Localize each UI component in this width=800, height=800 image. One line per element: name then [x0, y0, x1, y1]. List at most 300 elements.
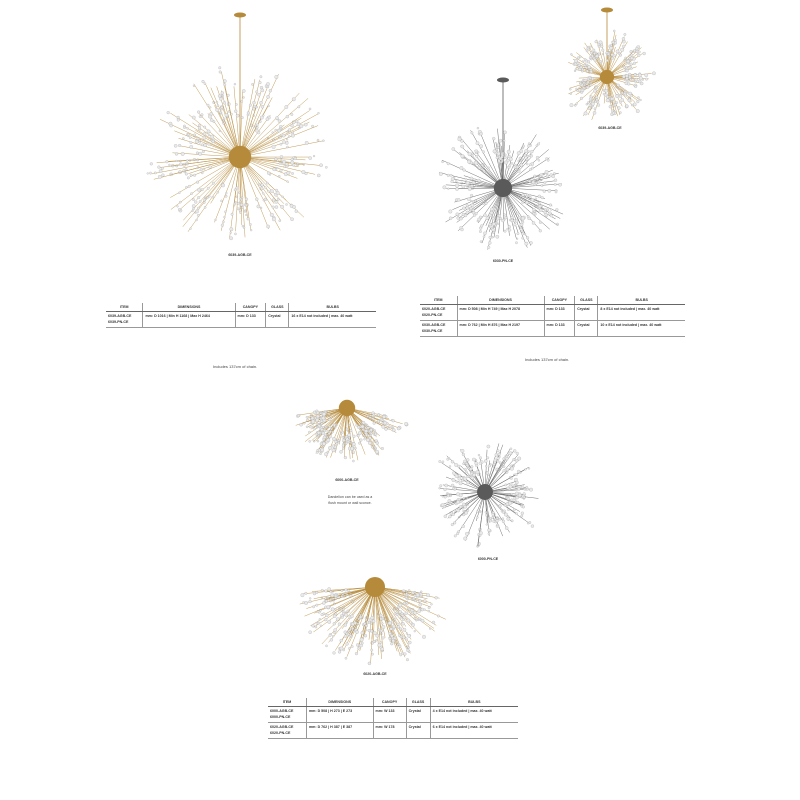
- crystal-bead: [212, 140, 215, 143]
- crystal-bead: [317, 440, 319, 442]
- crystal-bead: [492, 217, 495, 220]
- crystal-bead: [497, 517, 499, 519]
- crystal-bead: [517, 457, 520, 460]
- crystal-bead: [510, 467, 514, 471]
- crystal-bead: [400, 636, 402, 638]
- crystal-bead: [257, 93, 260, 96]
- crystal-bead: [225, 192, 227, 194]
- crystal-bead: [582, 61, 584, 63]
- crystal-bead: [460, 166, 463, 169]
- crystal-bead: [580, 97, 583, 100]
- crystal-bead: [451, 460, 454, 463]
- crystal-bead: [586, 50, 588, 52]
- crystal-bead: [447, 188, 449, 190]
- crystal-bead: [530, 150, 533, 153]
- crystal-bead: [580, 91, 582, 93]
- crystal-bead: [527, 215, 529, 217]
- chain-note: Includes 137cm of chain.: [213, 364, 258, 369]
- crystal-bead: [513, 449, 516, 452]
- crystal-bead: [330, 638, 333, 641]
- crystal-bead: [464, 468, 467, 471]
- crystal-bead: [485, 465, 487, 467]
- crystal-bead: [636, 109, 639, 112]
- crystal-bead: [330, 591, 332, 593]
- crystal-bead: [370, 630, 373, 633]
- crystal-bead: [178, 144, 181, 147]
- crystal-bead: [457, 217, 460, 220]
- crystal-bead: [463, 537, 467, 541]
- crystal-bead: [463, 477, 466, 480]
- crystal-bead: [374, 448, 376, 450]
- crystal-bead: [480, 132, 483, 135]
- crystal-bead: [341, 590, 343, 592]
- header-dimensions: DIMENSIONS: [457, 296, 544, 305]
- header-item: ITEM: [268, 698, 306, 707]
- crystal-bead: [456, 500, 459, 503]
- crystal-bead: [285, 141, 288, 144]
- crystal-bead: [341, 616, 344, 619]
- crystal-bead: [624, 33, 626, 35]
- crystal-bead: [340, 450, 343, 453]
- crystal-bead: [405, 612, 408, 615]
- crystal-bead: [403, 628, 406, 631]
- crystal-bead: [194, 201, 197, 204]
- crystal-bead: [219, 130, 221, 132]
- crystal-bead: [229, 237, 232, 240]
- crystal-bead: [195, 140, 199, 144]
- crystal-bead: [517, 151, 520, 154]
- crystal-bead: [464, 511, 467, 514]
- crystal-bead: [526, 486, 528, 488]
- crystal-bead: [374, 433, 377, 436]
- crystal-bead: [204, 83, 206, 85]
- crystal-bead: [606, 98, 610, 102]
- crystal-bead: [482, 151, 485, 154]
- crystal-bead: [170, 124, 173, 127]
- crystal-bead: [593, 111, 596, 114]
- crystal-bead: [503, 469, 506, 472]
- crystal-bead: [507, 517, 510, 520]
- table-row: [268, 707, 518, 723]
- crystal-bead: [587, 101, 589, 103]
- header-canopy: CANOPY: [373, 698, 406, 707]
- crystal-bead: [487, 167, 489, 169]
- crystal-bead: [316, 434, 318, 436]
- crystal-bead: [416, 593, 419, 596]
- crystal-bead: [239, 211, 241, 213]
- crystal-bead: [640, 82, 643, 85]
- crystal-bead: [500, 161, 502, 163]
- crystal-bead: [619, 95, 622, 98]
- crystal-bead: [559, 183, 562, 186]
- crystal-bead: [203, 202, 205, 204]
- crystal-bead: [188, 185, 191, 188]
- crystal-bead: [203, 143, 206, 146]
- crystal-bead: [496, 235, 499, 238]
- crystal-bead: [456, 213, 459, 216]
- crystal-bead: [472, 458, 475, 461]
- crystal-bead: [505, 526, 508, 529]
- crystal-bead: [533, 212, 535, 214]
- crystal-bead: [282, 196, 284, 198]
- crystal-bead: [526, 163, 528, 165]
- crystal-bead: [277, 160, 279, 162]
- crystal-bead: [609, 46, 613, 50]
- crystal-bead: [203, 132, 206, 135]
- crystal-bead: [342, 439, 345, 442]
- crystal-bead: [545, 170, 548, 173]
- crystal-bead: [221, 106, 224, 109]
- crystal-bead: [597, 104, 600, 107]
- crystal-bead: [477, 127, 479, 129]
- crystal-bead: [260, 207, 262, 209]
- crystal-bead: [223, 79, 226, 82]
- crystal-bead: [497, 457, 500, 460]
- crystal-bead: [462, 453, 465, 456]
- crystal-bead: [317, 436, 319, 438]
- crystal-bead: [319, 164, 322, 167]
- crystal-bead: [527, 144, 530, 147]
- crystal-bead: [338, 650, 341, 653]
- crystal-bead: [262, 192, 264, 194]
- crystal-bead: [476, 141, 479, 144]
- crystal-bead: [584, 64, 586, 66]
- crystal-bead: [458, 137, 462, 141]
- crystal-bead: [495, 453, 498, 456]
- crystal-bead: [499, 462, 501, 464]
- crystal-bead: [309, 597, 311, 599]
- crystal-bead: [287, 181, 289, 183]
- crystal-bead: [224, 211, 226, 213]
- crystal-bead: [617, 106, 620, 109]
- crystal-bead: [516, 238, 518, 240]
- crystal-bead: [525, 468, 527, 470]
- crystal-bead: [511, 493, 513, 495]
- crystal-bead: [291, 161, 294, 164]
- crystal-bead: [620, 48, 624, 52]
- crystal-bead: [365, 629, 367, 631]
- crystal-bead: [522, 145, 524, 147]
- crystal-bead: [306, 416, 308, 418]
- crystal-bead: [177, 116, 180, 119]
- crystal-bead: [388, 425, 390, 427]
- crystal-bead: [260, 116, 263, 119]
- crystal-bead: [287, 131, 289, 133]
- header-canopy: CANOPY: [544, 296, 575, 305]
- crystal-bead: [286, 138, 288, 140]
- crystal-bead: [538, 202, 540, 204]
- crystal-bead: [587, 81, 589, 83]
- flush-mount-large-brass-image: [290, 565, 460, 673]
- crystal-bead: [489, 520, 491, 522]
- crystal-bead: [609, 105, 612, 108]
- crystal-bead: [504, 154, 506, 156]
- crystal-bead: [550, 209, 552, 211]
- crystal-bead: [428, 607, 430, 609]
- crystal-bead: [547, 159, 549, 161]
- crystal-bead: [358, 442, 361, 445]
- crystal-bead: [463, 460, 466, 463]
- crystal-bead: [497, 152, 501, 156]
- crystal-bead: [538, 159, 540, 161]
- crystal-bead: [515, 242, 517, 244]
- crystal-bead: [360, 638, 364, 642]
- crystal-bead: [622, 37, 625, 40]
- crystal-bead: [521, 515, 523, 517]
- crystal-bead: [555, 191, 557, 193]
- crystal-bead: [587, 60, 590, 63]
- crystal-bead: [378, 643, 382, 647]
- chain-note: Includes 137cm of chain.: [525, 357, 570, 362]
- crystal-bead: [275, 75, 279, 79]
- crystal-bead: [309, 108, 311, 110]
- crystal-bead: [437, 615, 440, 618]
- crystal-bead: [244, 211, 246, 213]
- crystal-bead: [382, 637, 385, 640]
- crystal-bead: [328, 446, 331, 449]
- header-dimensions: DIMENSIONS: [143, 303, 235, 312]
- crystal-bead: [472, 209, 475, 212]
- crystal-bead: [584, 112, 588, 116]
- crystal-bead: [449, 217, 452, 220]
- crystal-bead: [328, 620, 331, 623]
- crystal-bead: [201, 188, 204, 191]
- crystal-bead: [198, 152, 201, 155]
- crystal-bead: [614, 39, 617, 42]
- crystal-bead: [493, 150, 496, 153]
- crystal-bead: [535, 183, 537, 185]
- crystal-bead: [382, 625, 386, 629]
- crystal-bead: [201, 114, 203, 116]
- crystal-bead: [488, 533, 490, 535]
- crystal-bead: [284, 165, 286, 167]
- crystal-bead: [279, 162, 281, 164]
- crystal-bead: [219, 97, 222, 100]
- crystal-bead: [178, 208, 181, 211]
- glass-cell: Crystal: [406, 723, 430, 739]
- crystal-bead: [344, 613, 347, 616]
- crystal-bead: [444, 496, 447, 499]
- crystal-bead: [237, 202, 239, 204]
- crystal-bead: [357, 647, 359, 649]
- item-code: 6000-AGB-CE: [270, 709, 294, 713]
- fixture-caption: 6000-PN-CE: [477, 557, 499, 561]
- crystal-bead: [309, 600, 312, 603]
- crystal-bead: [448, 515, 451, 518]
- crystal-bead: [546, 175, 549, 178]
- crystal-bead: [629, 92, 632, 95]
- crystal-bead: [219, 111, 221, 113]
- crystal-bead: [549, 212, 552, 215]
- crystal-bead: [361, 642, 363, 644]
- crystal-bead: [321, 613, 324, 616]
- crystal-bead: [526, 158, 528, 160]
- crystal-bead: [261, 89, 264, 92]
- crystal-bead: [269, 89, 272, 92]
- crystal-bead: [510, 448, 512, 450]
- crystal-bead: [275, 206, 278, 209]
- crystal-bead: [314, 428, 316, 430]
- crystal-bead: [185, 168, 187, 170]
- crystal-bead: [241, 100, 243, 102]
- crystal-bead: [428, 610, 430, 612]
- crystal-bead: [174, 144, 177, 147]
- crystal-bead: [476, 510, 478, 512]
- crystal-bead: [505, 457, 508, 460]
- crystal-bead: [340, 639, 343, 642]
- crystal-bead: [457, 198, 460, 201]
- crystal-bead: [441, 503, 444, 506]
- crystal-bead: [402, 618, 404, 620]
- fixture-caption: 6020-AGB-CE: [363, 672, 387, 676]
- crystal-bead: [462, 207, 465, 210]
- crystal-bead: [407, 608, 409, 610]
- item-code: 6020-PN-CE: [270, 730, 291, 735]
- crystal-bead: [440, 485, 443, 488]
- crystal-bead: [197, 214, 199, 216]
- crystal-bead: [590, 51, 593, 54]
- crystal-bead: [507, 509, 509, 511]
- crystal-bead: [382, 419, 384, 421]
- header-glass: GLASS: [406, 698, 430, 707]
- crystal-bead: [245, 214, 247, 216]
- crystal-bead: [334, 628, 337, 631]
- crystal-bead: [315, 626, 317, 628]
- crystal-bead: [615, 94, 618, 97]
- crystal-bead: [350, 615, 353, 618]
- glass-cell: Crystal: [406, 707, 430, 723]
- crystal-bead: [513, 220, 516, 223]
- crystal-bead: [373, 422, 376, 425]
- crystal-bead: [196, 219, 198, 221]
- crystal-bead: [193, 85, 195, 87]
- crystal-bead: [503, 466, 505, 468]
- crystal-bead: [186, 159, 188, 161]
- crystal-bead: [522, 201, 524, 203]
- crystal-bead: [499, 139, 502, 142]
- crystal-bead: [303, 163, 305, 165]
- crystal-bead: [599, 60, 602, 63]
- crystal-bead: [198, 126, 201, 129]
- crystal-bead: [285, 105, 288, 108]
- crystal-bead: [298, 106, 300, 108]
- crystal-bead: [529, 164, 531, 166]
- crystal-bead: [528, 194, 530, 196]
- crystal-bead: [192, 198, 194, 200]
- crystal-bead: [530, 241, 533, 244]
- crystal-bead: [346, 622, 348, 624]
- crystal-bead: [423, 599, 426, 602]
- crystal-bead: [415, 619, 417, 621]
- crystal-bead: [355, 652, 358, 655]
- crystal-bead: [485, 202, 488, 205]
- crystal-bead: [471, 204, 474, 207]
- crystal-bead: [348, 647, 350, 649]
- crystal-bead: [402, 622, 405, 625]
- crystal-bead: [344, 635, 347, 638]
- crystal-bead: [297, 415, 299, 417]
- crystal-bead: [362, 421, 365, 424]
- crystal-bead: [282, 140, 285, 143]
- crystal-bead: [515, 473, 518, 476]
- crystal-bead: [330, 594, 333, 597]
- crystal-bead: [496, 524, 498, 526]
- crystal-bead: [487, 529, 490, 532]
- crystal-bead: [513, 508, 515, 510]
- crystal-bead: [479, 457, 482, 460]
- crystal-bead: [532, 181, 535, 184]
- crystal-bead: [596, 96, 599, 99]
- crystal-bead: [221, 224, 224, 227]
- crystal-bead: [175, 152, 178, 155]
- crystal-bead: [601, 45, 604, 48]
- item-code: 6020-PN-CE: [422, 312, 443, 317]
- crystal-bead: [591, 99, 593, 101]
- crystal-bead: [626, 69, 629, 72]
- crystal-bead: [422, 635, 425, 638]
- crystal-bead: [419, 600, 422, 603]
- crystal-bead: [480, 225, 483, 228]
- crystal-bead: [360, 439, 363, 442]
- crystal-bead: [193, 158, 196, 161]
- crystal-bead: [280, 169, 283, 172]
- crystal-bead: [299, 124, 303, 128]
- crystal-bead: [454, 535, 457, 538]
- crystal-bead: [591, 77, 594, 80]
- crystal-bead: [301, 593, 305, 597]
- crystal-bead: [352, 443, 355, 446]
- crystal-bead: [496, 156, 499, 159]
- crystal-bead: [545, 213, 548, 216]
- crystal-bead: [584, 58, 586, 60]
- crystal-bead: [210, 119, 213, 122]
- crystal-bead: [242, 89, 245, 92]
- dimensions-cell: mm: D 508 | H 273 | E 273: [306, 707, 373, 723]
- crystal-bead: [405, 638, 407, 640]
- crystal-bead: [640, 99, 642, 101]
- crystal-bead: [270, 189, 273, 192]
- crystal-bead: [498, 453, 501, 456]
- crystal-bead: [397, 625, 400, 628]
- crystal-bead: [380, 629, 383, 632]
- crystal-bead: [267, 172, 270, 175]
- crystal-bead: [456, 481, 458, 483]
- crystal-bead: [549, 204, 552, 207]
- crystal-bead: [260, 101, 263, 104]
- crystal-bead: [368, 441, 371, 444]
- center-hub: [494, 179, 512, 197]
- crystal-bead: [630, 50, 633, 53]
- crystal-bead: [463, 510, 465, 512]
- crystal-bead: [430, 603, 432, 605]
- crystal-bead: [479, 531, 482, 534]
- crystal-bead: [452, 513, 455, 516]
- crystal-bead: [462, 525, 465, 528]
- crystal-bead: [453, 522, 456, 525]
- crystal-bead: [504, 156, 507, 159]
- crystal-bead: [341, 595, 343, 597]
- crystal-bead: [332, 437, 336, 441]
- crystal-bead: [347, 610, 350, 613]
- crystal-bead: [203, 168, 205, 170]
- crystal-bead: [516, 213, 518, 215]
- wall-sconce-nickel-image: [425, 428, 545, 558]
- crystal-bead: [176, 160, 178, 162]
- crystal-bead: [300, 423, 303, 426]
- crystal-bead: [603, 93, 605, 95]
- crystal-bead: [484, 460, 487, 463]
- crystal-bead: [168, 164, 170, 166]
